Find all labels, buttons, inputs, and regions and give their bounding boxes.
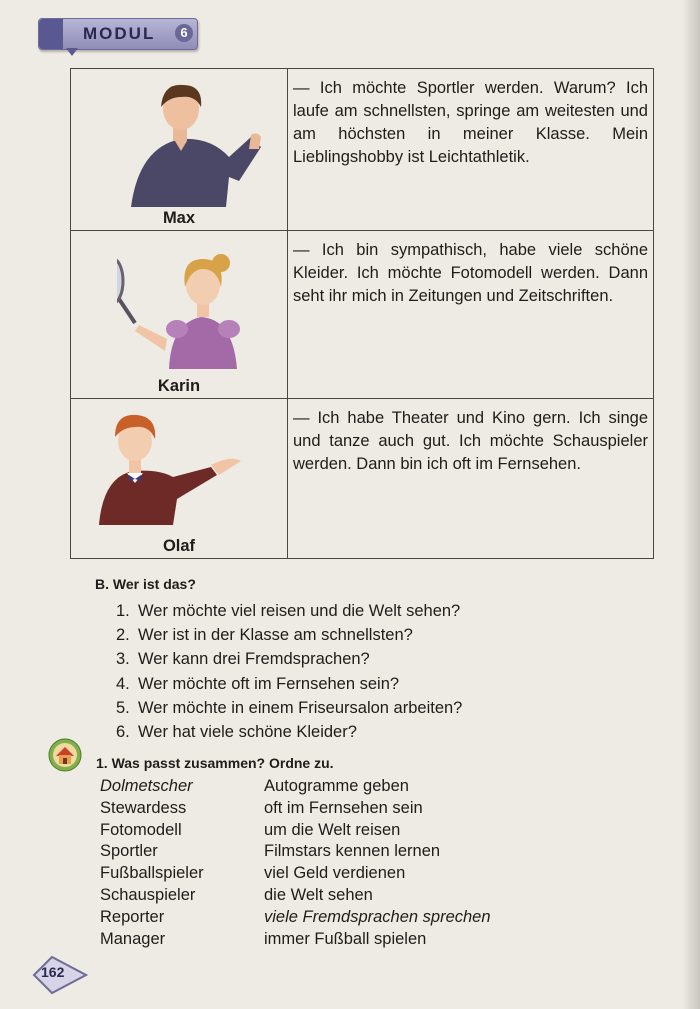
question-number: 5. — [116, 698, 130, 717]
list-item — [116, 647, 462, 671]
person-name: Karin — [157, 377, 201, 395]
profession: Fotomodell — [100, 820, 182, 839]
activity: immer Fußball spielen — [264, 929, 427, 948]
profession: Fußballspieler — [100, 864, 204, 883]
question-number: 2. — [116, 626, 130, 645]
section-b-title: B. Wer ist das? — [95, 576, 196, 592]
question-number: 1. — [116, 602, 130, 620]
karin-illustration — [117, 239, 267, 369]
list-item — [116, 599, 462, 623]
question-text: Wer möchte oft im Fernsehen sein? — [138, 674, 400, 693]
activity: viel Geld verdienen — [264, 864, 406, 883]
activity: viele Fremdsprachen sprechen — [264, 907, 491, 926]
activity: oft im Fernsehen sein — [264, 798, 423, 817]
picture-cell-karin — [71, 231, 288, 399]
speech-text: — Ich möchte Sportler werden. Warum? Ich laufe am schnellsten, springe am weitesten und am höchsten in meiner Klasse. Mein Lieblingshobby ist Leichtathletik. — [288, 69, 654, 231]
question-number: 6. — [116, 723, 130, 742]
profession: Reporter — [100, 907, 165, 926]
page-edge-shadow — [682, 0, 700, 1009]
list-item — [116, 720, 462, 744]
question-text: Wer kann drei Fremdsprachen? — [138, 650, 370, 669]
picture-cell-max — [71, 69, 288, 231]
profession: Manager — [100, 929, 166, 948]
list-item — [116, 696, 462, 720]
people-table — [70, 68, 654, 559]
exercise-1-title: 1. Was passt zusammen? Ordne zu. — [96, 755, 334, 771]
module-label: MODUL — [83, 24, 156, 43]
list-item — [116, 672, 462, 696]
speech-text: — Ich bin sympathisch, habe viele schöne Kleider. Ich möchte Fotomodell werden. Dann seht ihr mich in Zeitungen und Zeitschriften. — [288, 231, 654, 399]
person-name: Olaf — [162, 537, 196, 555]
module-number: 6 — [175, 24, 193, 42]
activity: um die Welt reisen — [264, 820, 401, 839]
question-text: Wer hat viele schöne Kleider? — [138, 723, 357, 742]
home-icon — [48, 738, 82, 772]
table-row — [71, 69, 654, 231]
module-tab — [38, 18, 198, 50]
activity: die Welt sehen — [264, 885, 373, 904]
table-row — [71, 231, 654, 399]
activity: Autogramme geben — [264, 777, 409, 795]
question-number: 3. — [116, 650, 130, 669]
table-row — [71, 399, 654, 559]
question-text: Wer möchte viel reisen und die Welt sehen? — [138, 602, 461, 620]
profession: Stewardess — [100, 798, 187, 817]
question-text: Wer möchte in einem Friseursalon arbeiten? — [138, 698, 463, 717]
speech-text: — Ich habe Theater und Kino gern. Ich singe und tanze auch gut. Ich möchte Schauspieler werden. Dann bin ich oft im Fernsehen. — [288, 399, 654, 559]
activity: Filmstars kennen lernen — [264, 842, 441, 861]
module-tab-stub — [39, 19, 63, 49]
question-number: 4. — [116, 674, 130, 693]
picture-cell-olaf — [71, 399, 288, 559]
profession: Sportler — [100, 842, 158, 861]
question-text: Wer ist in der Klasse am schnellsten? — [138, 626, 413, 645]
questions-list — [116, 599, 462, 744]
page-number: 162 — [41, 964, 65, 980]
list-item — [116, 623, 462, 647]
olaf-illustration — [93, 407, 243, 537]
profession: Schauspieler — [100, 885, 196, 904]
person-name: Max — [162, 209, 196, 227]
profession: Dolmetscher — [100, 777, 193, 795]
max-illustration — [111, 77, 261, 207]
module-tab-pointer — [66, 48, 78, 56]
